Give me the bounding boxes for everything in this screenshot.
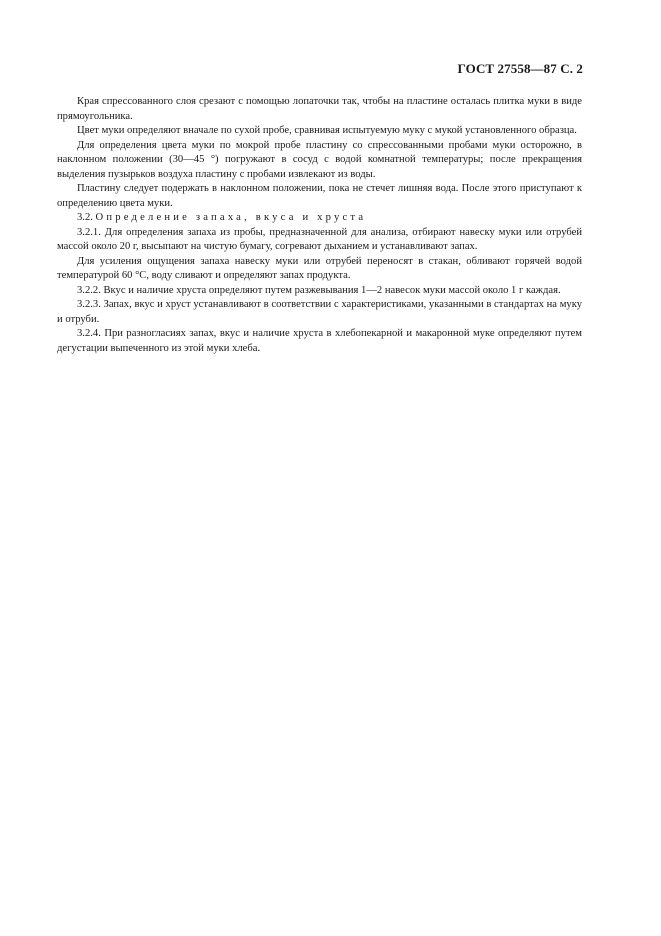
paragraph-drain-plate: Пластину следует подержать в наклонном положении, пока не стечет лишняя вода. После этого приступают к определению цвета муки.: [57, 183, 582, 209]
paragraph-dry-sample: Цвет муки определяют вначале по сухой пробе, сравнивая испытуемую муку с мукой установленного образца.: [77, 125, 577, 136]
paragraph-3-2-3: 3.2.3. Запах, вкус и хруст устанавливают в соответствии с характеристиками, указанными в стандартах на муку и отруби.: [57, 299, 582, 325]
section-title: Определение запаха, вкуса и хруста: [95, 212, 367, 223]
section-heading-3-2: [57, 211, 582, 226]
page-header: ГОСТ 27558—87 С. 2: [457, 61, 583, 76]
paragraph-3-2-2: 3.2.2. Вкус и наличие хруста определяют путем разжевывания 1—2 навесок муки массой около 1 г каждая.: [77, 284, 561, 296]
section-number: 3.2.: [77, 212, 93, 223]
paragraph-3-2-1: 3.2.1. Для определения запаха из пробы, предназначенной для анализа, отбирают навеску муки или отрубей массой около 20 г, высыпают на чистую бумагу, согревают дыханием и устанавливают запах.: [57, 226, 582, 252]
paragraph-smell-enhance: Для усиления ощущения запаха навеску муки или отрубей переносят в стакан, обливают горячей водой температурой 60 °С, воду сливают и определяют запах продукта.: [57, 255, 582, 281]
body-text: [57, 95, 582, 356]
paragraph-3-2-4: 3.2.4. При разногласиях запах, вкус и наличие хруста в хлебопекарной и макаронной муке определяют путем дегустации выпеченного из этой муки хлеба.: [57, 328, 582, 354]
paragraph-wet-sample: Для определения цвета муки по мокрой пробе пластину со спрессованными пробами муки осторожно, в наклонном положении (30—45 °) погружают в сосуд с водой комнатной температуры; после прекращения выделения пузырьков воздуха пластину с пробами извлекают из воды.: [57, 139, 582, 180]
paragraph-cut-layer: Края спрессованного слоя срезают с помощью лопаточки так, чтобы на пластине осталась плитка муки в виде прямоугольника.: [57, 96, 582, 122]
